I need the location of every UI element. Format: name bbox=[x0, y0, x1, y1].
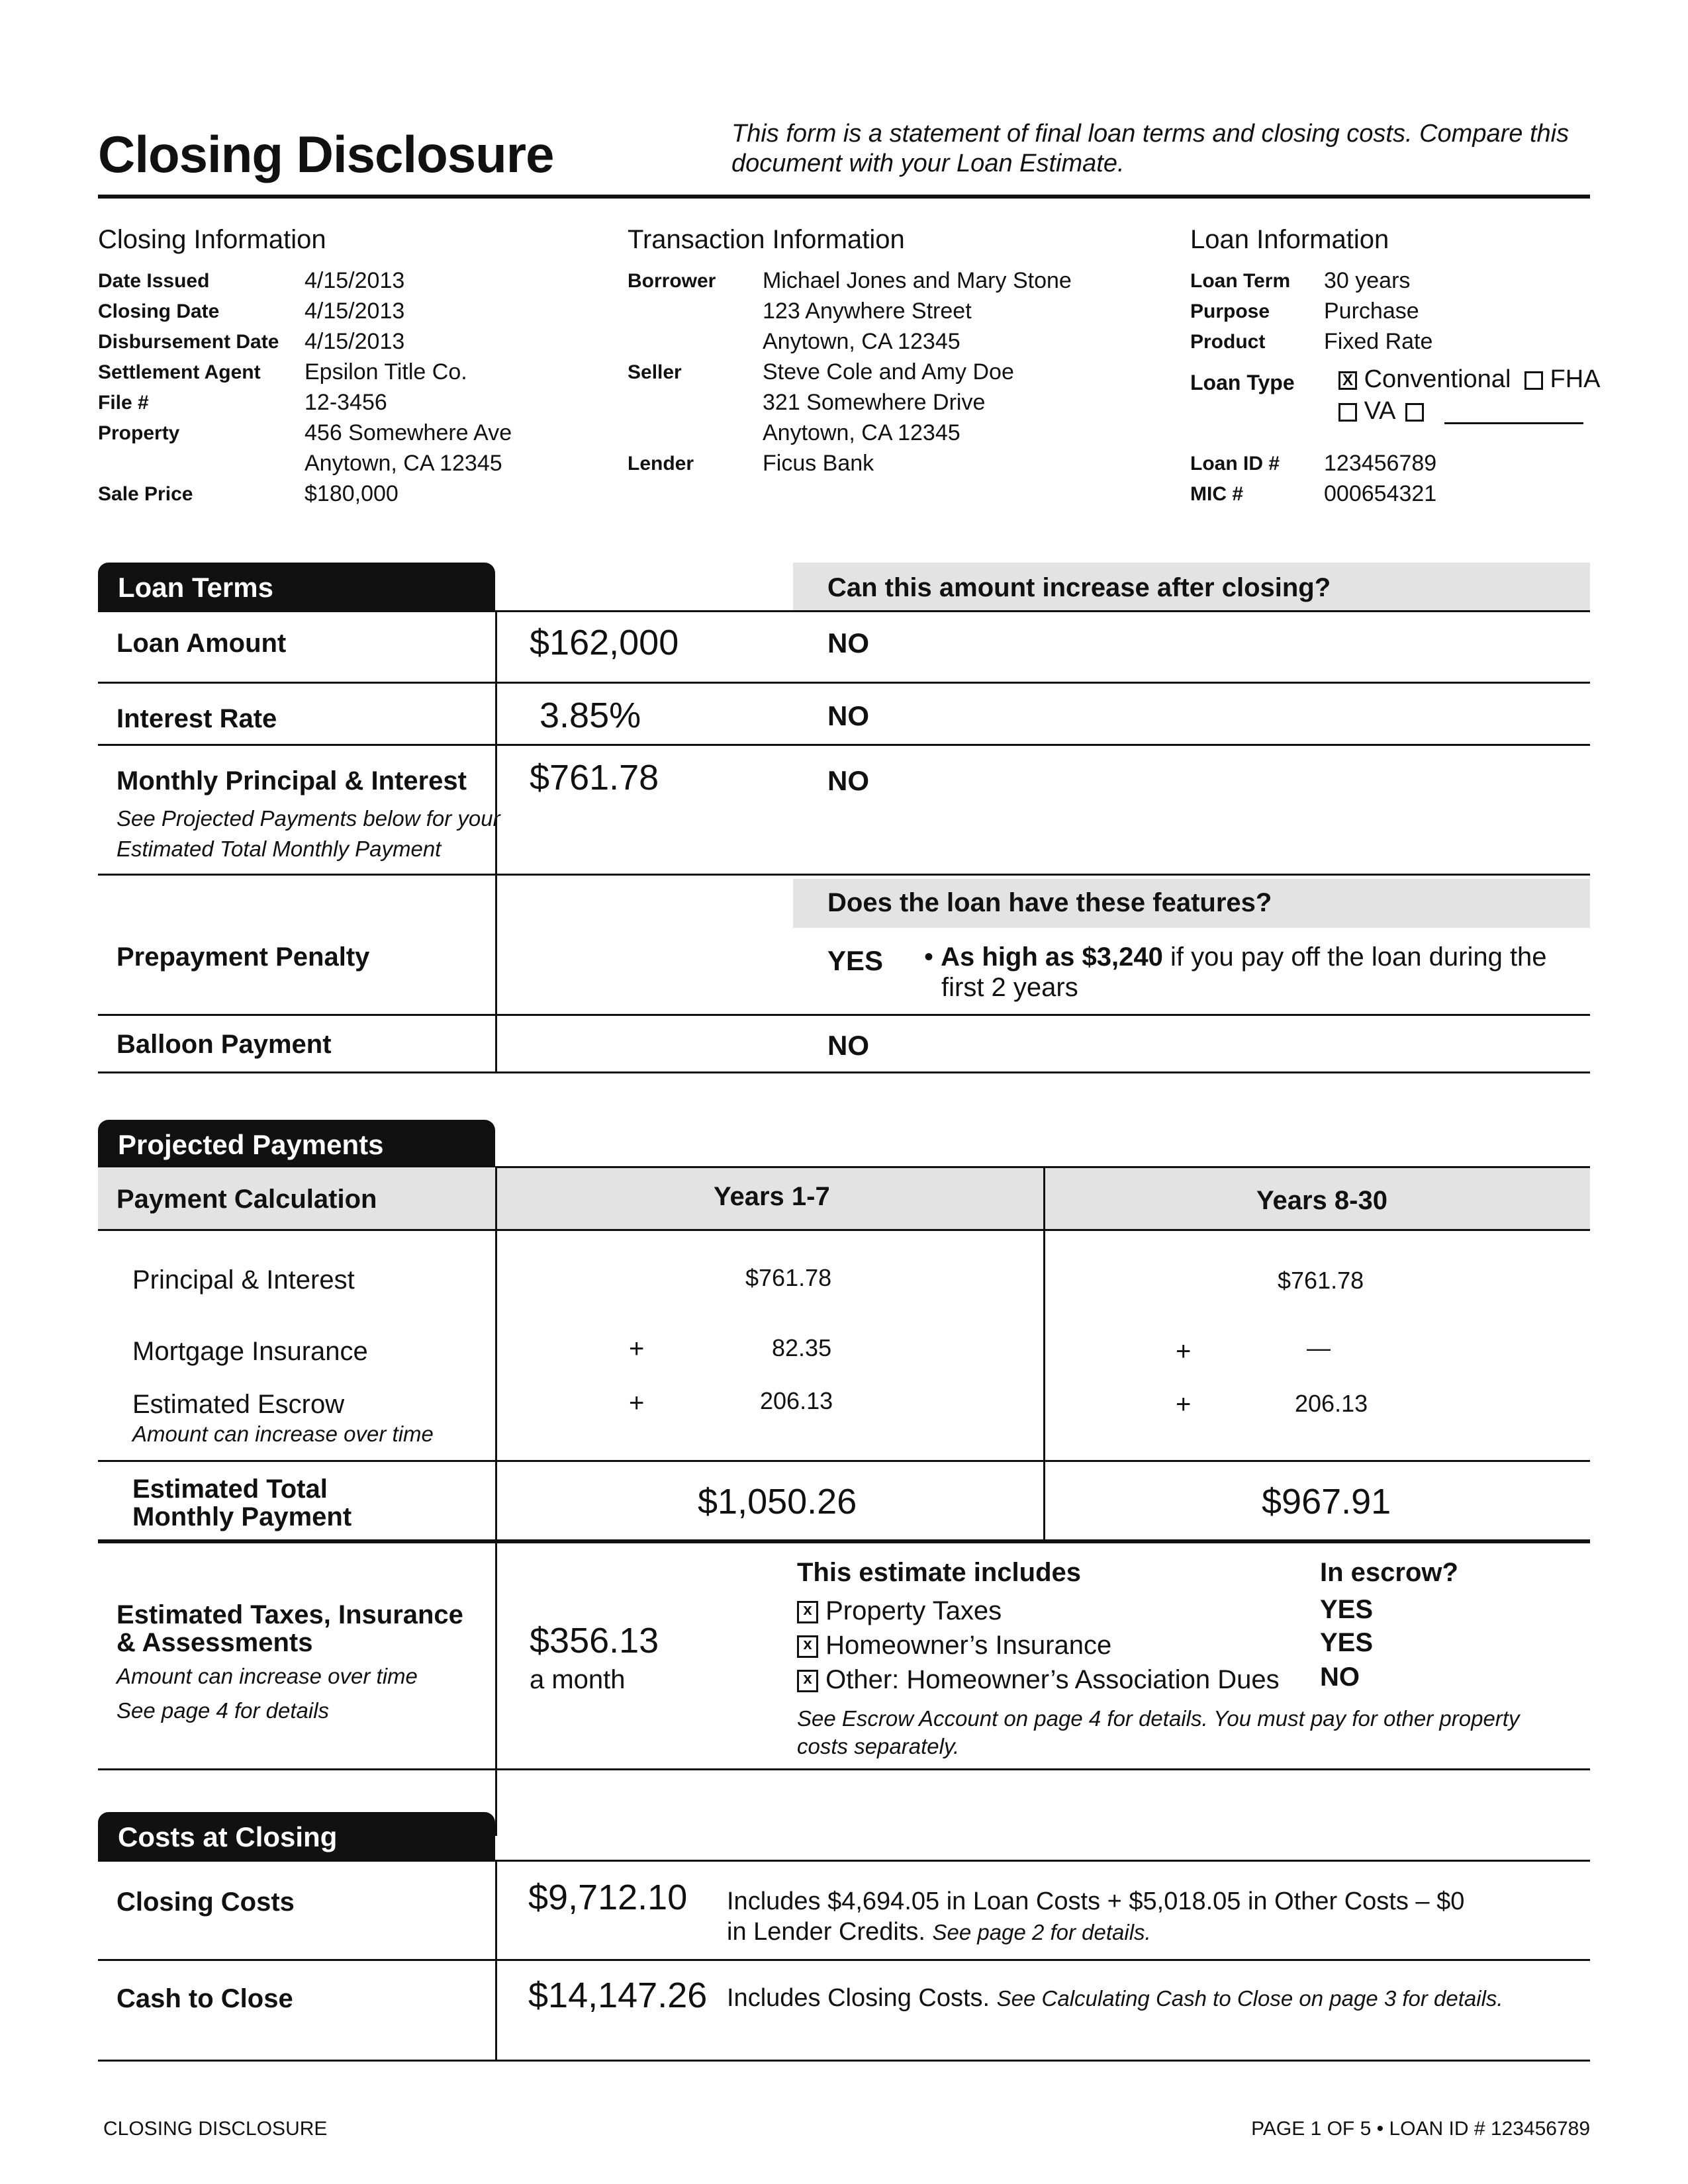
borrower-line3: Anytown, CA 12345 bbox=[763, 329, 961, 354]
disbursement-date-value: 4/15/2013 bbox=[305, 329, 405, 354]
monthly-pi-value: $761.78 bbox=[530, 758, 659, 797]
cash-to-close-desc-ref: See Calculating Cash to Close on page 3 for details. bbox=[996, 1986, 1503, 2011]
closing-costs-desc-line1: Includes $4,694.05 in Loan Costs + $5,018.05 in Other Costs – $0 bbox=[727, 1888, 1465, 1915]
increase-question: Can this amount increase after closing? bbox=[827, 573, 1331, 602]
balloon-payment-answer: NO bbox=[827, 1030, 869, 1061]
divider bbox=[98, 1860, 1590, 1862]
monthly-pi-sub1: See Projected Payments below for your bbox=[117, 806, 500, 831]
prepayment-detail-line2: first 2 years bbox=[941, 973, 1078, 1002]
column-divider bbox=[495, 610, 497, 1073]
taxes-insurance-value: $356.13 bbox=[530, 1621, 659, 1661]
loan-id-label: Loan ID # bbox=[1190, 453, 1280, 475]
conventional-label: Conventional bbox=[1364, 365, 1511, 393]
divider bbox=[98, 1014, 1590, 1016]
date-issued-label: Date Issued bbox=[98, 270, 210, 292]
divider bbox=[98, 682, 1590, 684]
includes-item bbox=[797, 1665, 1280, 1695]
closing-costs-value: $9,712.10 bbox=[528, 1878, 688, 1917]
purpose-value: Purchase bbox=[1324, 298, 1419, 324]
cash-to-close-desc bbox=[727, 1984, 1503, 2013]
in-escrow-header: In escrow? bbox=[1320, 1558, 1458, 1587]
sale-price-label: Sale Price bbox=[98, 483, 193, 505]
divider bbox=[98, 610, 1590, 612]
divider bbox=[98, 1768, 1590, 1770]
estimated-total-y8-30: $967.91 bbox=[1262, 1482, 1391, 1522]
loan-amount-value: $162,000 bbox=[530, 623, 679, 662]
sale-price-value: $180,000 bbox=[305, 481, 399, 506]
closing-date-label: Closing Date bbox=[98, 300, 220, 322]
closing-costs-desc-ref: See page 2 for details. bbox=[932, 1920, 1151, 1944]
product-label: Product bbox=[1190, 331, 1266, 353]
seller-line1: Steve Cole and Amy Doe bbox=[763, 359, 1014, 385]
interest-rate-label: Interest Rate bbox=[117, 704, 277, 733]
closing-costs-desc-text: in Lender Credits. bbox=[727, 1918, 933, 1946]
disbursement-date-label: Disbursement Date bbox=[98, 331, 279, 353]
loan-amount-answer: NO bbox=[827, 627, 869, 659]
monthly-pi-label: Monthly Principal & Interest bbox=[117, 766, 467, 796]
includes-item-name: Homeowner’s Insurance bbox=[825, 1631, 1112, 1660]
mic-value: 000654321 bbox=[1324, 481, 1437, 506]
seller-line2: 321 Somewhere Drive bbox=[763, 390, 986, 415]
projected-payments-tab: Projected Payments bbox=[98, 1120, 495, 1167]
features-question: Does the loan have these features? bbox=[827, 888, 1272, 917]
plus-sign: + bbox=[629, 1334, 645, 1363]
other-type-checkbox[interactable] bbox=[1405, 403, 1424, 422]
fha-checkbox[interactable] bbox=[1524, 371, 1543, 390]
settlement-agent-label: Settlement Agent bbox=[98, 361, 261, 383]
prepayment-penalty-answer: YES bbox=[827, 945, 884, 976]
costs-at-closing-tab: Costs at Closing bbox=[98, 1812, 495, 1860]
taxes-insurance-period: a month bbox=[530, 1665, 626, 1694]
closing-costs-desc-line2 bbox=[727, 1918, 1151, 1946]
balloon-payment-label: Balloon Payment bbox=[117, 1030, 332, 1059]
loan-terms-tab: Loan Terms bbox=[98, 563, 495, 610]
bullet: • bbox=[924, 942, 934, 972]
divider bbox=[98, 1229, 1590, 1231]
divider bbox=[98, 1071, 1590, 1073]
includes-item bbox=[797, 1631, 1111, 1661]
taxes-insurance-sub1: Amount can increase over time bbox=[117, 1664, 418, 1688]
footer-left: CLOSING DISCLOSURE bbox=[103, 2118, 328, 2140]
mic-label: MIC # bbox=[1190, 483, 1244, 505]
property-value-line1: 456 Somewhere Ave bbox=[305, 420, 512, 445]
page-title: Closing Disclosure bbox=[98, 125, 554, 183]
settlement-agent-value: Epsilon Title Co. bbox=[305, 359, 467, 385]
prepayment-detail-text: if you pay off the loan during the bbox=[1162, 942, 1547, 972]
prepayment-penalty-label: Prepayment Penalty bbox=[117, 942, 370, 972]
estimated-total-y1-7: $1,050.26 bbox=[698, 1482, 857, 1522]
divider bbox=[98, 744, 1590, 746]
estimated-escrow-y8-30: 206.13 bbox=[1295, 1390, 1368, 1417]
date-issued-value: 4/15/2013 bbox=[305, 268, 405, 293]
estimated-total-label-line2: Monthly Payment bbox=[132, 1502, 352, 1531]
column-divider bbox=[1043, 1166, 1045, 1541]
divider bbox=[98, 1460, 1590, 1462]
includes-item-escrow: YES bbox=[1320, 1628, 1374, 1657]
loan-term-value: 30 years bbox=[1324, 268, 1411, 293]
cash-to-close-value: $14,147.26 bbox=[528, 1976, 708, 2015]
divider bbox=[98, 1959, 1590, 1961]
principal-interest-label: Principal & Interest bbox=[132, 1265, 355, 1295]
column-divider bbox=[495, 1166, 497, 1836]
taxes-insurance-label-line2: & Assessments bbox=[117, 1628, 313, 1657]
purpose-label: Purpose bbox=[1190, 300, 1270, 322]
borrower-line1: Michael Jones and Mary Stone bbox=[763, 268, 1072, 293]
seller-line3: Anytown, CA 12345 bbox=[763, 420, 961, 445]
plus-sign: + bbox=[629, 1388, 645, 1418]
mortgage-insurance-y8-30: — bbox=[1307, 1334, 1331, 1361]
principal-interest-y8-30: $761.78 bbox=[1278, 1267, 1364, 1294]
plus-sign: + bbox=[1176, 1337, 1192, 1366]
includes-item-name: Property Taxes bbox=[825, 1596, 1002, 1625]
closing-info-heading: Closing Information bbox=[98, 225, 326, 254]
interest-rate-answer: NO bbox=[827, 700, 869, 731]
estimated-escrow-label: Estimated Escrow bbox=[132, 1390, 345, 1419]
loan-type-label: Loan Type bbox=[1190, 371, 1295, 394]
includes-item bbox=[797, 1596, 1002, 1626]
va-checkbox[interactable] bbox=[1338, 403, 1357, 422]
seller-label: Seller bbox=[628, 361, 682, 383]
homeowners-insurance-checkbox[interactable]: x bbox=[797, 1635, 818, 1658]
years-1-7-header: Years 1-7 bbox=[714, 1182, 830, 1211]
conventional-checkbox[interactable]: X bbox=[1338, 371, 1357, 390]
header-rule bbox=[98, 195, 1590, 199]
loan-id-value: 123456789 bbox=[1324, 451, 1437, 476]
mortgage-insurance-label: Mortgage Insurance bbox=[132, 1337, 368, 1366]
interest-rate-value: 3.85% bbox=[539, 696, 641, 735]
lender-label: Lender bbox=[628, 453, 694, 475]
estimated-total-label-line1: Estimated Total bbox=[132, 1475, 328, 1504]
loan-amount-label: Loan Amount bbox=[117, 629, 287, 658]
monthly-pi-sub2: Estimated Total Monthly Payment bbox=[117, 837, 442, 861]
lender-value: Ficus Bank bbox=[763, 451, 874, 476]
taxes-insurance-sub2: See page 4 for details bbox=[117, 1698, 330, 1723]
divider bbox=[98, 1539, 1590, 1543]
payment-calculation-label: Payment Calculation bbox=[117, 1185, 377, 1214]
footer-right: PAGE 1 OF 5 • LOAN ID # 123456789 bbox=[1251, 2118, 1590, 2140]
file-number-value: 12-3456 bbox=[305, 390, 387, 415]
includes-item-escrow: YES bbox=[1320, 1595, 1374, 1624]
escrow-note-line1: See Escrow Account on page 4 for details. You must pay for other property bbox=[797, 1706, 1520, 1731]
loan-type-options bbox=[1338, 365, 1601, 394]
property-label: Property bbox=[98, 422, 180, 444]
taxes-insurance-label-line1: Estimated Taxes, Insurance bbox=[117, 1600, 463, 1629]
loan-term-label: Loan Term bbox=[1190, 270, 1291, 292]
property-taxes-checkbox[interactable]: x bbox=[797, 1601, 818, 1623]
page-subtitle: This form is a statement of final loan terms and closing costs. Compare this document with your Loan Estimate. bbox=[731, 120, 1570, 177]
closing-date-value: 4/15/2013 bbox=[305, 298, 405, 324]
hoa-dues-checkbox[interactable]: x bbox=[797, 1670, 818, 1692]
estimated-escrow-sub: Amount can increase over time bbox=[132, 1422, 434, 1446]
monthly-pi-answer: NO bbox=[827, 765, 869, 796]
loan-type-options-row2 bbox=[1338, 397, 1424, 426]
cash-to-close-label: Cash to Close bbox=[117, 1984, 293, 2013]
transaction-info-heading: Transaction Information bbox=[628, 225, 905, 254]
mortgage-insurance-y1-7: 82.35 bbox=[772, 1334, 832, 1361]
escrow-note-line2: costs separately. bbox=[797, 1734, 960, 1758]
closing-costs-label: Closing Costs bbox=[117, 1888, 295, 1917]
property-value-line2: Anytown, CA 12345 bbox=[305, 451, 502, 476]
prepayment-penalty-detail bbox=[924, 942, 1547, 972]
product-value: Fixed Rate bbox=[1324, 329, 1433, 354]
borrower-line2: 123 Anywhere Street bbox=[763, 298, 972, 324]
fha-label: FHA bbox=[1550, 365, 1601, 393]
loan-info-heading: Loan Information bbox=[1190, 225, 1389, 254]
va-label: VA bbox=[1364, 397, 1395, 425]
other-type-blank-line bbox=[1444, 422, 1583, 424]
estimate-includes-header: This estimate includes bbox=[797, 1558, 1082, 1587]
years-8-30-header: Years 8-30 bbox=[1256, 1186, 1387, 1215]
borrower-label: Borrower bbox=[628, 270, 716, 292]
principal-interest-y1-7: $761.78 bbox=[745, 1264, 832, 1291]
cash-to-close-desc-text: Includes Closing Costs. bbox=[727, 1984, 997, 2012]
includes-item-escrow: NO bbox=[1320, 1662, 1360, 1692]
prepayment-max: As high as $3,240 bbox=[941, 942, 1163, 972]
file-number-label: File # bbox=[98, 392, 149, 414]
plus-sign: + bbox=[1176, 1390, 1192, 1419]
divider bbox=[98, 874, 1590, 876]
estimated-escrow-y1-7: 206.13 bbox=[760, 1387, 833, 1414]
includes-item-name: Other: Homeowner’s Association Dues bbox=[825, 1665, 1280, 1694]
divider bbox=[98, 2060, 1590, 2062]
